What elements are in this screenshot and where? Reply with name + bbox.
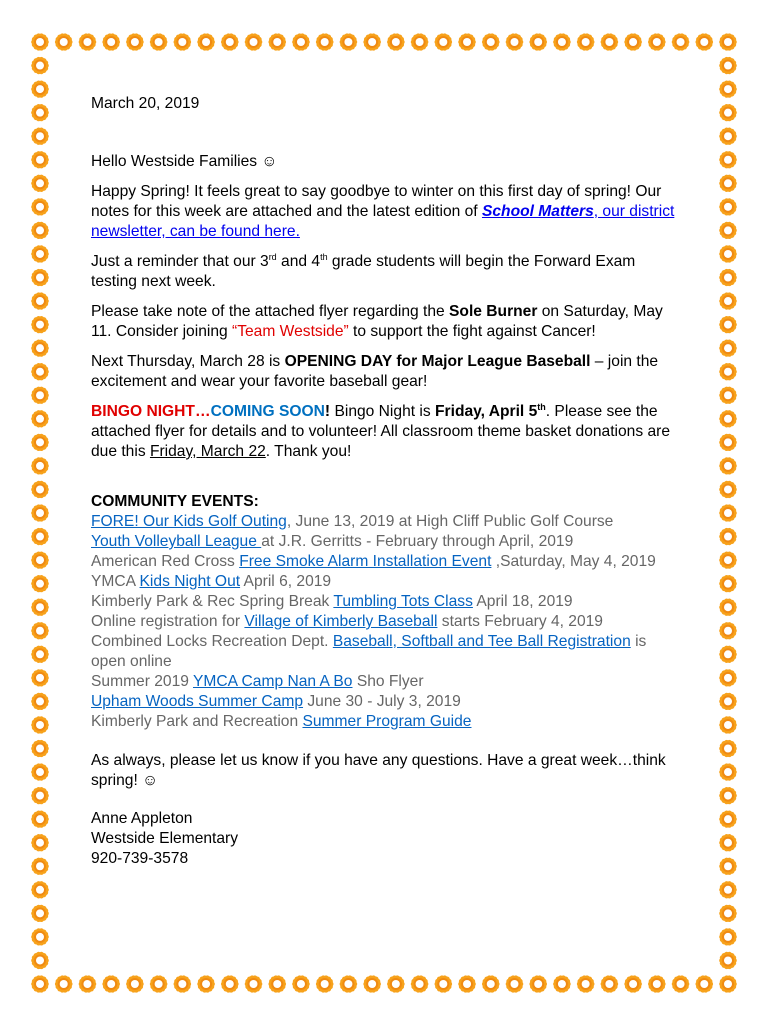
- sunflower-icon: [435, 975, 453, 992]
- sunflower-icon: [719, 669, 737, 686]
- event-item: Youth Volleyball League at J.R. Gerritts - February through April, 2019: [91, 533, 574, 550]
- sunflower-icon: [411, 33, 429, 50]
- sunflower-icon: [719, 881, 737, 898]
- event-item: Kimberly Park & Rec Spring Break Tumbling Tots Class April 18, 2019: [91, 593, 573, 610]
- sunflower-icon: [126, 33, 144, 50]
- event-item: Kimberly Park and Recreation Summer Program Guide: [91, 713, 472, 730]
- sunflower-icon: [719, 434, 737, 451]
- sunflower-icon: [719, 763, 737, 780]
- sunflower-icon: [31, 434, 49, 451]
- sunflower-icon: [719, 858, 737, 875]
- sunflower-icon: [55, 33, 73, 50]
- sunflower-icon: [174, 975, 192, 992]
- sunflower-icon: [31, 481, 49, 498]
- event-link[interactable]: Kids Night Out: [139, 573, 241, 590]
- sunflower-icon: [31, 57, 49, 74]
- sunflower-icon: [719, 481, 737, 498]
- sunflower-icon: [506, 975, 524, 992]
- sunflower-icon: [31, 245, 49, 262]
- sunflower-icon: [695, 975, 713, 992]
- sunflower-icon: [31, 952, 49, 969]
- sunflower-icon: [221, 33, 239, 50]
- sunflower-icon: [719, 410, 737, 427]
- sunflower-icon: [719, 104, 737, 121]
- event-link[interactable]: YMCA Camp Nan A Bo: [193, 673, 353, 690]
- sunflower-icon: [719, 504, 737, 521]
- sunflower-icon: [221, 975, 239, 992]
- sunflower-icon: [719, 575, 737, 592]
- sunflower-icon: [577, 975, 595, 992]
- sunflower-icon: [245, 975, 263, 992]
- sunflower-icon: [197, 975, 215, 992]
- signature-phone: 920-739-3578: [91, 850, 189, 867]
- community-events-heading: COMMUNITY EVENTS:: [91, 493, 259, 510]
- sunflower-icon: [529, 975, 547, 992]
- sunflower-icon: [31, 340, 49, 357]
- sunflower-icon: [340, 975, 358, 992]
- sunflower-icon: [719, 340, 737, 357]
- sunflower-icon: [719, 599, 737, 616]
- closing-paragraph: As always, please let us know if you have any questions. Have a great week…think spring! ☺: [91, 752, 666, 789]
- event-item: American Red Cross Free Smoke Alarm Installation Event ,Saturday, May 4, 2019: [91, 553, 656, 570]
- sunflower-icon: [719, 245, 737, 262]
- sunflower-icon: [411, 975, 429, 992]
- sunflower-icon: [719, 363, 737, 380]
- sunflower-icon: [719, 269, 737, 286]
- sunflower-icon: [719, 316, 737, 333]
- sunflower-icon: [387, 975, 405, 992]
- sunflower-icon: [340, 33, 358, 50]
- sunflower-icon: [126, 975, 144, 992]
- event-link[interactable]: Upham Woods Summer Camp: [91, 693, 304, 710]
- sunflower-icon: [719, 222, 737, 239]
- sunflower-icon: [719, 646, 737, 663]
- greeting: Hello Westside Families ☺: [91, 153, 278, 170]
- sunflower-icon: [719, 551, 737, 568]
- sunflower-icon: [363, 975, 381, 992]
- sunflower-icon: [55, 975, 73, 992]
- sunflower-icon: [719, 175, 737, 192]
- sunflower-icon: [31, 222, 49, 239]
- signature-school: Westside Elementary: [91, 830, 239, 847]
- spring-paragraph: Happy Spring! It feels great to say goodbye to winter on this first day of spring! Our notes for this week are attached and the latest edition of School Matters, our district newsletter, can be found here.: [91, 183, 675, 240]
- sunflower-icon: [506, 33, 524, 50]
- sunflower-icon: [31, 175, 49, 192]
- sunflower-icon: [31, 504, 49, 521]
- sunflower-icon: [719, 387, 737, 404]
- event-link[interactable]: Summer Program Guide: [302, 713, 472, 730]
- coming-soon-label: COMING SOON: [210, 403, 325, 420]
- sunflower-icon: [31, 646, 49, 663]
- sunflower-icon: [102, 975, 120, 992]
- sunflower-icon: [719, 80, 737, 97]
- sunflower-icon: [719, 128, 737, 145]
- sunflower-icon: [719, 834, 737, 851]
- sunflower-icon: [482, 33, 500, 50]
- sunflower-icon: [719, 528, 737, 545]
- sunflower-icon: [31, 410, 49, 427]
- school-matters-link[interactable]: School Matters, our district newsletter, can be found here.: [91, 203, 675, 240]
- sunflower-icon: [31, 80, 49, 97]
- sunflower-icon: [31, 128, 49, 145]
- sunflower-icon: [672, 33, 690, 50]
- forward-exam-paragraph: Just a reminder that our 3rd and 4th grade students will begin the Forward Exam testing next week.: [91, 251, 636, 290]
- bingo-paragraph: BINGO NIGHT…COMING SOON! Bingo Night is Friday, April 5th. Please see the attached flyer for details and to volunteer! All classroom theme basket donations are due this Friday, March 22. Thank you!: [91, 401, 671, 460]
- sunflower-icon: [719, 740, 737, 757]
- event-item: Summer 2019 YMCA Camp Nan A Bo Sho Flyer: [91, 673, 424, 690]
- sunflower-icon: [31, 622, 49, 639]
- sunflower-icon: [31, 599, 49, 616]
- opening-day-paragraph: Next Thursday, March 28 is OPENING DAY for Major League Baseball – join the excitement and wear your favorite baseball gear!: [91, 353, 659, 390]
- sole-burner-paragraph: Please take note of the attached flyer regarding the Sole Burner on Saturday, May 11. Consider joining “Team Westside” to support the fight against Cancer!: [91, 303, 663, 340]
- sunflower-icon: [624, 975, 642, 992]
- sunflower-icon: [31, 292, 49, 309]
- sunflower-icon: [719, 716, 737, 733]
- event-link[interactable]: Village of Kimberly Baseball: [244, 613, 438, 630]
- sunflower-icon: [174, 33, 192, 50]
- sunflower-icon: [31, 551, 49, 568]
- sunflower-icon: [245, 33, 263, 50]
- event-link[interactable]: Youth Volleyball League: [91, 533, 262, 550]
- sunflower-icon: [31, 457, 49, 474]
- sunflower-icon: [719, 905, 737, 922]
- sunflower-icon: [31, 975, 49, 992]
- letter-date: March 20, 2019: [91, 95, 200, 112]
- sunflower-icon: [31, 363, 49, 380]
- sunflower-icon: [719, 151, 737, 168]
- signature-name: Anne Appleton: [91, 810, 193, 827]
- sunflower-icon: [719, 198, 737, 215]
- event-item: Online registration for Village of Kimberly Baseball starts February 4, 2019: [91, 613, 603, 630]
- sunflower-icon: [31, 787, 49, 804]
- sunflower-icon: [31, 693, 49, 710]
- sunflower-icon: [31, 740, 49, 757]
- sunflower-icon: [719, 787, 737, 804]
- sunflower-icon: [79, 975, 97, 992]
- sunflower-icon: [31, 858, 49, 875]
- sunflower-icon: [719, 57, 737, 74]
- sunflower-icon: [31, 269, 49, 286]
- sunflower-icon: [624, 33, 642, 50]
- sunflower-icon: [316, 975, 334, 992]
- sunflower-icon: [577, 33, 595, 50]
- sunflower-icon: [458, 33, 476, 50]
- sunflower-icon: [268, 975, 286, 992]
- sunflower-icon: [695, 33, 713, 50]
- sunflower-icon: [31, 151, 49, 168]
- bingo-night-label: BINGO NIGHT…: [91, 403, 211, 420]
- sunflower-icon: [292, 33, 310, 50]
- sunflower-icon: [31, 763, 49, 780]
- sunflower-icon: [197, 33, 215, 50]
- sunflower-icon: [482, 975, 500, 992]
- sunflower-icon: [292, 975, 310, 992]
- sunflower-icon: [31, 575, 49, 592]
- sunflower-icon: [601, 975, 619, 992]
- sunflower-icon: [31, 528, 49, 545]
- sunflower-icon: [31, 881, 49, 898]
- sunflower-icon: [719, 33, 737, 50]
- sunflower-icon: [31, 834, 49, 851]
- sunflower-icon: [150, 975, 168, 992]
- event-link[interactable]: Free Smoke Alarm Installation Event: [239, 553, 492, 570]
- event-item: YMCA Kids Night Out April 6, 2019: [91, 573, 332, 590]
- sunflower-icon: [387, 33, 405, 50]
- sunflower-icon: [719, 622, 737, 639]
- sunflower-icon: [601, 33, 619, 50]
- sunflower-icon: [102, 33, 120, 50]
- sunflower-icon: [31, 928, 49, 945]
- sunflower-icon: [553, 33, 571, 50]
- sunflower-icon: [31, 669, 49, 686]
- sunflower-icon: [719, 811, 737, 828]
- sunflower-icon: [31, 811, 49, 828]
- sunflower-icon: [79, 33, 97, 50]
- sunflower-icon: [31, 198, 49, 215]
- sunflower-icon: [553, 975, 571, 992]
- event-link[interactable]: Baseball, Softball and Tee Ball Registration: [332, 633, 631, 650]
- event-item: Combined Locks Recreation Dept. Baseball, Softball and Tee Ball Registration is open online: [91, 633, 647, 670]
- event-link[interactable]: Tumbling Tots Class: [333, 593, 473, 610]
- sunflower-icon: [31, 33, 49, 50]
- sunflower-icon: [719, 457, 737, 474]
- sunflower-icon: [268, 33, 286, 50]
- sunflower-icon: [363, 33, 381, 50]
- letter-body: [91, 94, 683, 869]
- sunflower-icon: [458, 975, 476, 992]
- sunflower-icon: [719, 693, 737, 710]
- sunflower-icon: [150, 33, 168, 50]
- community-events-list: [91, 512, 683, 732]
- sunflower-icon: [719, 975, 737, 992]
- sunflower-icon: [719, 928, 737, 945]
- sunflower-icon: [719, 952, 737, 969]
- event-link[interactable]: FORE! Our Kids Golf Outing: [91, 513, 287, 530]
- sunflower-icon: [435, 33, 453, 50]
- sunflower-icon: [31, 387, 49, 404]
- event-item: Upham Woods Summer Camp June 30 - July 3, 2019: [91, 693, 461, 710]
- sunflower-icon: [648, 975, 666, 992]
- sunflower-icon: [672, 975, 690, 992]
- sunflower-icon: [31, 104, 49, 121]
- sunflower-icon: [31, 905, 49, 922]
- sunflower-icon: [648, 33, 666, 50]
- team-westside: “Team Westside”: [232, 323, 349, 340]
- sunflower-icon: [31, 316, 49, 333]
- sunflower-icon: [529, 33, 547, 50]
- sunflower-icon: [31, 716, 49, 733]
- sunflower-icon: [719, 292, 737, 309]
- sunflower-icon: [316, 33, 334, 50]
- event-item: FORE! Our Kids Golf Outing, June 13, 2019 at High Cliff Public Golf Course: [91, 513, 614, 530]
